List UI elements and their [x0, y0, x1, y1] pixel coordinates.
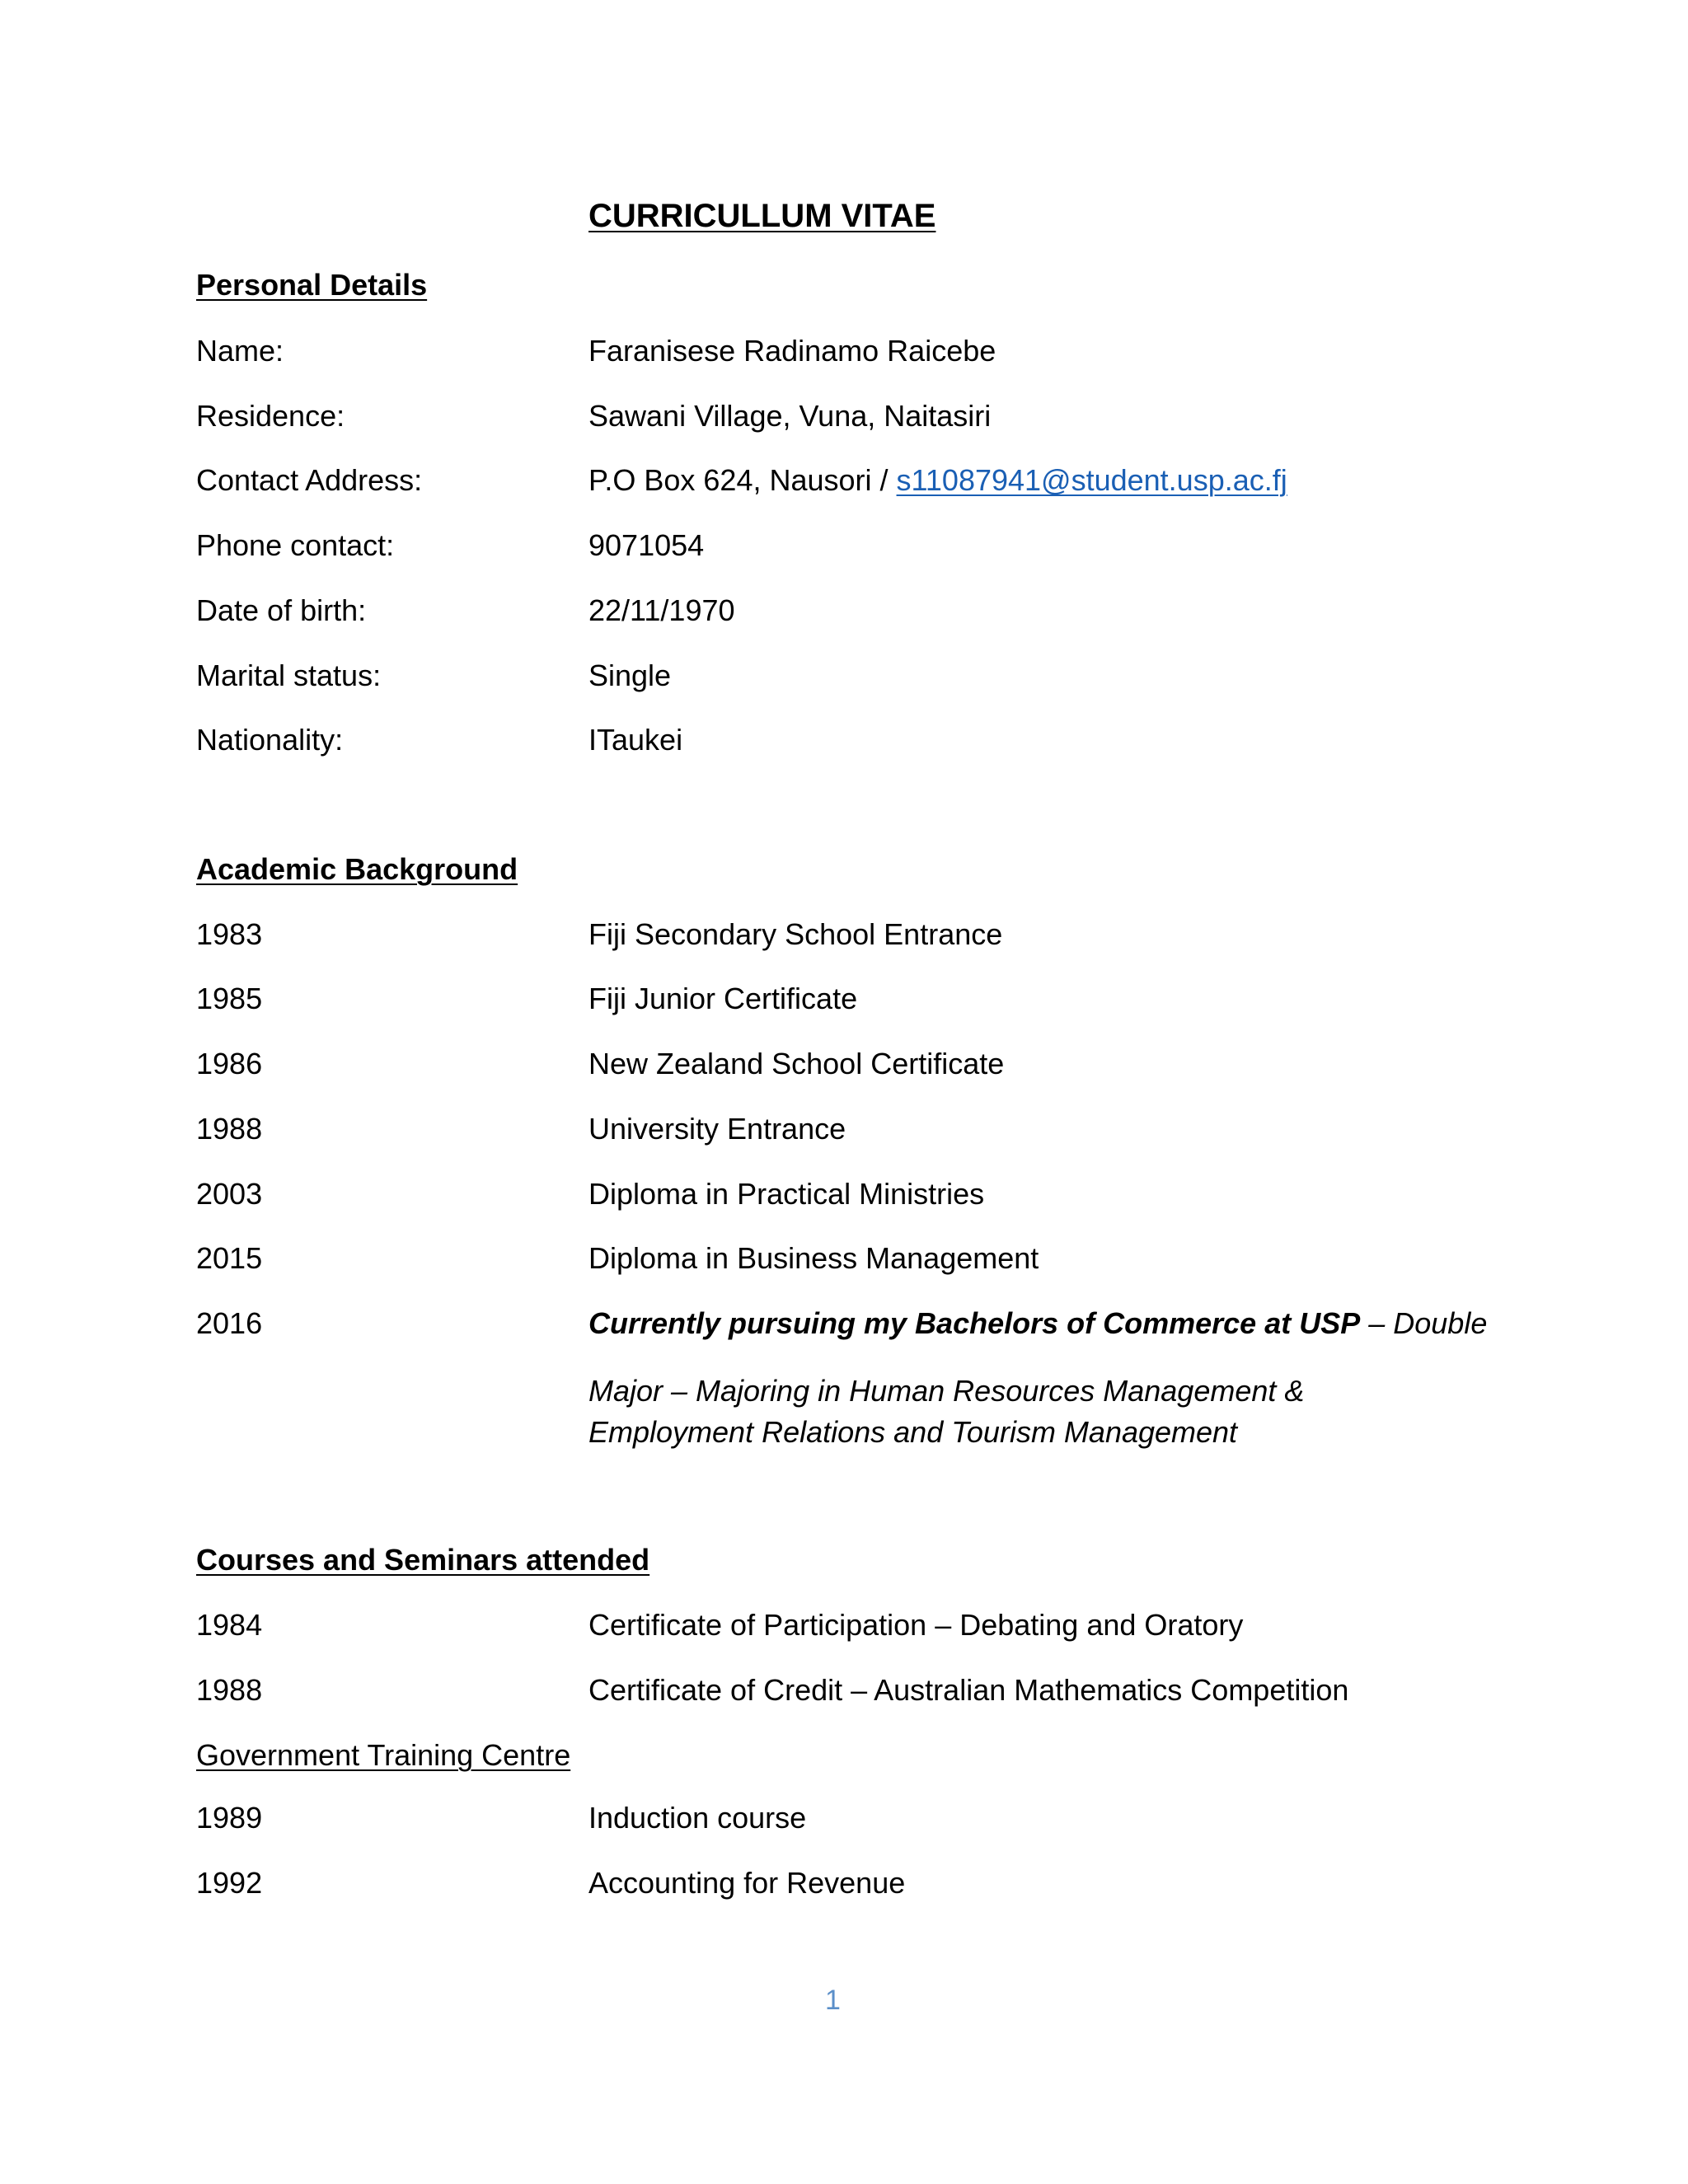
academic-year: 1985 [196, 982, 263, 1015]
course-title: Certificate of Participation – Debating and Oratory [588, 1608, 1244, 1642]
marital-status-label: Marital status: [196, 658, 382, 692]
current-study-bold: Currently pursuing my Bachelors of Commerce at USP [588, 1306, 1361, 1340]
marital-status-value: Single [588, 658, 672, 692]
course-year: 1989 [196, 1801, 263, 1835]
dob-value: 22/11/1970 [588, 593, 735, 627]
contact-address-label: Contact Address: [196, 463, 423, 497]
course-title: Induction course [588, 1801, 807, 1835]
academic-qualification: Fiji Junior Certificate [588, 982, 858, 1015]
course-year: 1984 [196, 1608, 263, 1642]
academic-qualification: Diploma in Practical Ministries [588, 1177, 985, 1211]
academic-year: 1983 [196, 917, 263, 951]
current-study-line-1 [588, 1305, 1487, 1342]
academic-year: 2015 [196, 1241, 263, 1275]
course-title: Certificate of Credit – Australian Mathematics Competition [588, 1673, 1349, 1707]
name-label: Name: [196, 334, 284, 368]
current-study-line-3: Employment Relations and Tourism Management [588, 1415, 1238, 1449]
residence-value: Sawani Village, Vuna, Naitasiri [588, 399, 992, 433]
academic-year-current: 2016 [196, 1306, 263, 1340]
academic-year: 1988 [196, 1112, 263, 1146]
government-training-centre-subheading: Government Training Centre [196, 1738, 571, 1772]
phone-value: 9071054 [588, 528, 705, 562]
course-year: 1988 [196, 1673, 263, 1707]
page-number: 1 [825, 1985, 841, 2016]
contact-address-value [588, 462, 1287, 499]
academic-year: 1986 [196, 1047, 263, 1080]
academic-qualification: University Entrance [588, 1112, 846, 1146]
nationality-label: Nationality: [196, 723, 344, 757]
academic-qualification: New Zealand School Certificate [588, 1047, 1005, 1080]
nationality-value: ITaukei [588, 723, 683, 757]
name-value: Faranisese Radinamo Raicebe [588, 334, 996, 368]
residence-label: Residence: [196, 399, 345, 433]
current-study-line-2: Major – Majoring in Human Resources Management & [588, 1374, 1305, 1408]
academic-background-heading: Academic Background [196, 852, 518, 886]
document-title: CURRICULLUM VITAE [588, 198, 936, 234]
email-link[interactable]: s11087941@student.usp.ac.fj [896, 463, 1287, 497]
course-title: Accounting for Revenue [588, 1866, 906, 1900]
dob-label: Date of birth: [196, 593, 367, 627]
academic-year: 2003 [196, 1177, 263, 1211]
academic-qualification: Diploma in Business Management [588, 1241, 1039, 1275]
course-year: 1992 [196, 1866, 263, 1900]
courses-heading: Courses and Seminars attended [196, 1543, 650, 1577]
phone-label: Phone contact: [196, 528, 395, 562]
current-study-rest: – Double [1360, 1306, 1488, 1340]
academic-qualification: Fiji Secondary School Entrance [588, 917, 1003, 951]
contact-address-text: P.O Box 624, Nausori / [588, 463, 897, 497]
personal-details-heading: Personal Details [196, 268, 428, 302]
